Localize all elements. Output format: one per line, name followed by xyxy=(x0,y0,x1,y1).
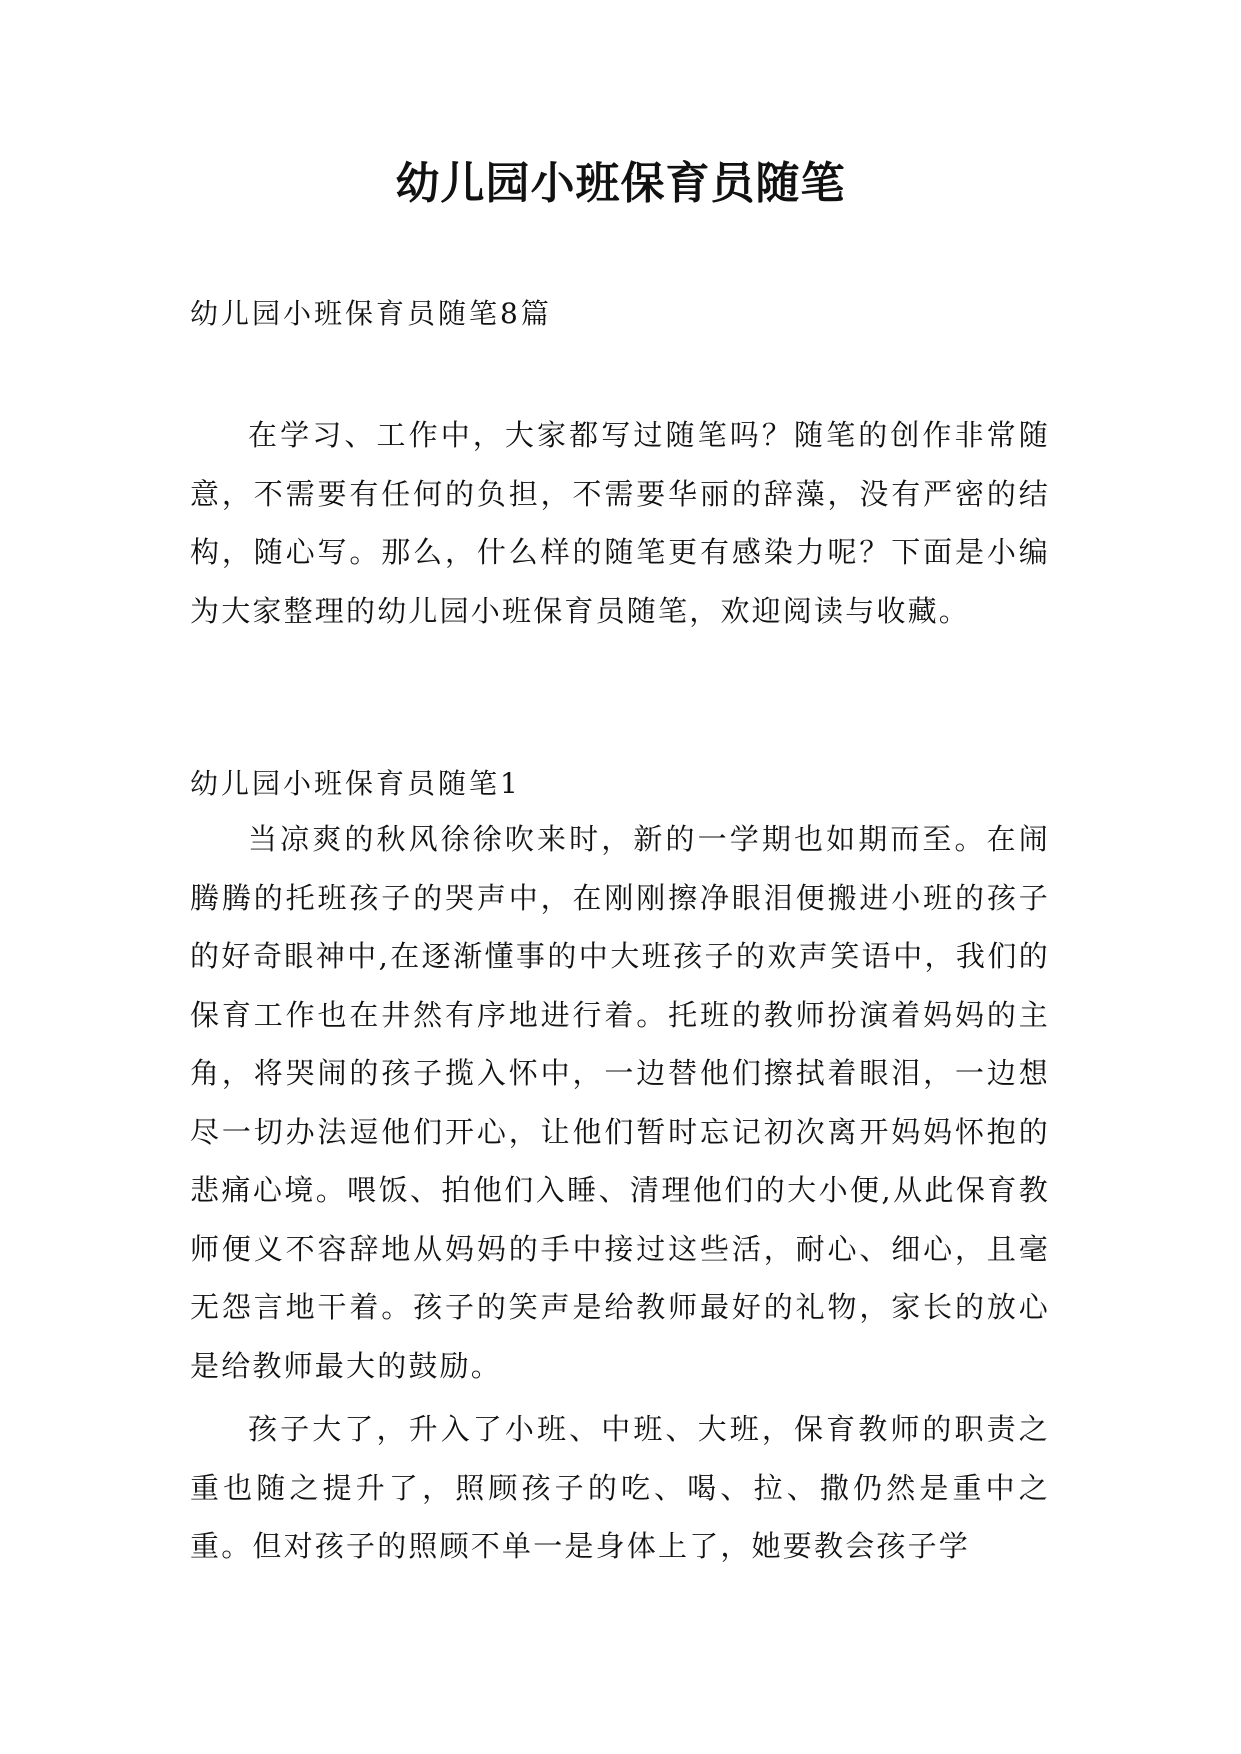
section-heading: 幼儿园小班保育员随笔1 xyxy=(190,767,521,800)
body-paragraph: 当凉爽的秋风徐徐吹来时，新的一学期也如期而至。在闹腾腾的托班孩子的哭声中，在刚刚擦净眼泪便搬进小班的孩子的好奇眼神中,在逐渐懂事的中大班孩子的欢声笑语中，我们的保育工作也在井然有序地进行着。托班的教师扮演着妈妈的主角，将哭闹的孩子揽入怀中，一边替他们擦拭着眼泪，一边想尽一切办法逗他们开心，让他们暂时忘记初次离开妈妈怀抱的悲痛心境。喂饭、拍他们入睡、清理他们的大小便,从此保育教师便义不容辞地从妈妈的手中接过这些活，耐心、细心，且毫无怨言地干着。孩子的笑声是给教师最好的礼物，家长的放心是给教师最大的鼓励。 xyxy=(190,822,1050,1383)
body-paragraph: 孩子大了，升入了小班、中班、大班，保育教师的职责之重也随之提升了，照顾孩子的吃、喝、拉、撒仍然是重中之重。但对孩子的照顾不单一是身体上了，她要教会孩子学 xyxy=(190,1412,1050,1563)
intro-paragraph: 在学习、工作中，大家都写过随笔吗？随笔的创作非常随意，不需要有任何的负担，不需要华丽的辞藻，没有严密的结构，随心写。那么，什么样的随笔更有感染力呢？下面是小编为大家整理的幼儿园小班保育员随笔，欢迎阅读与收藏。 xyxy=(190,418,1050,628)
document-title: 幼儿园小班保育员随笔 xyxy=(395,158,846,209)
document-subtitle: 幼儿园小班保育员随笔8篇 xyxy=(190,297,552,330)
